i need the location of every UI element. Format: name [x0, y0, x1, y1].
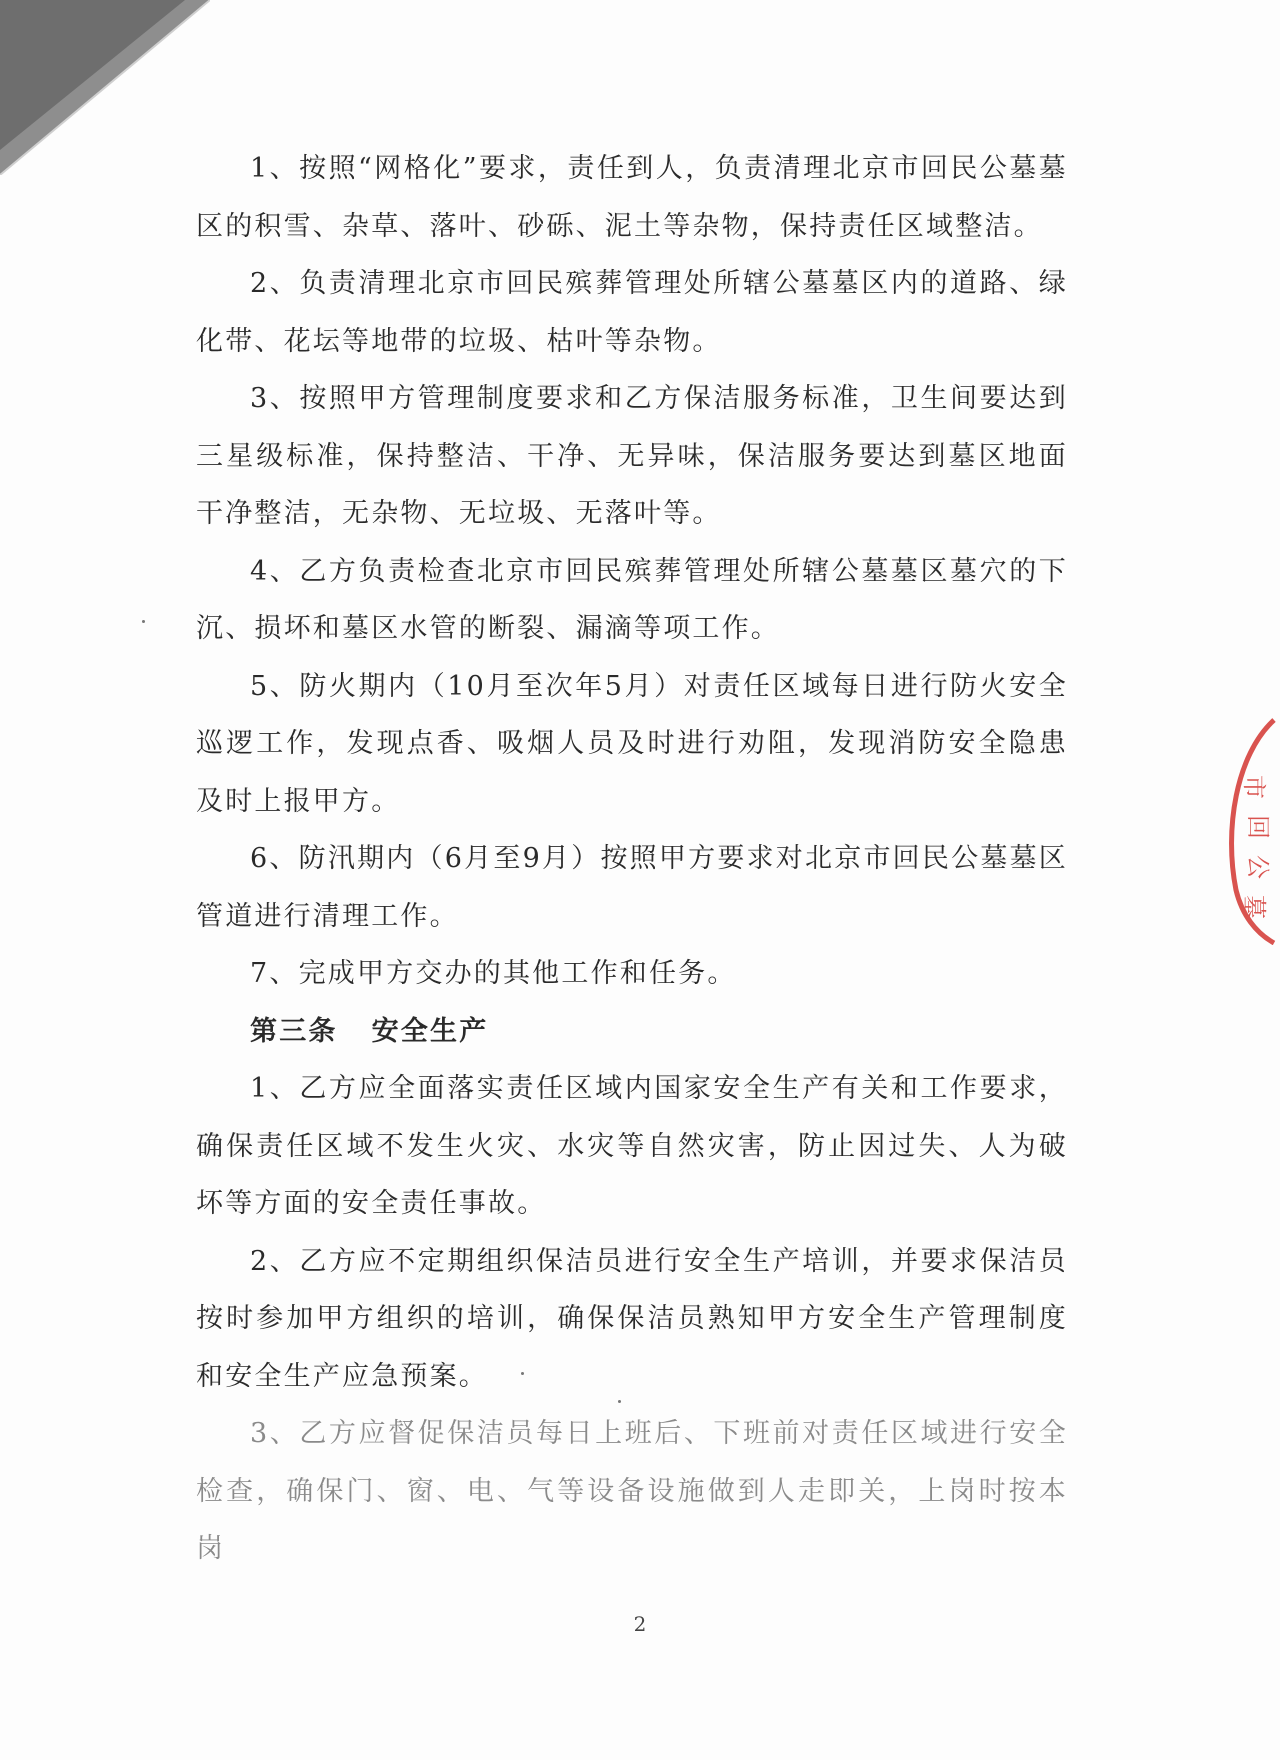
page-corner-fold [0, 0, 210, 175]
section-heading [196, 1003, 1068, 1061]
svg-text:墓: 墓 [1240, 895, 1268, 919]
safety-item-2: 2、乙方应不定期组织保洁员进行安全生产培训，并要求保洁员按时参加甲方组织的培训，确保保洁员熟知甲方安全生产管理制度和安全生产应急预案。 [196, 1245, 1068, 1392]
duty-item-3: 3、按照甲方管理制度要求和乙方保洁服务标准，卫生间要达到三星级标准，保持整洁、干净、无异味，保洁服务要达到墓区地面干净整洁，无杂物、无垃圾、无落叶等。 [196, 383, 1068, 529]
section-title: 安全生产 [371, 1015, 489, 1047]
safety-item-3: 3、乙方应督促保洁员每日上班后、下班前对责任区域进行安全检查，确保门、窗、电、气等设备设施做到人走即关，上岗时按本岗 [196, 1418, 1068, 1564]
duty-item-1: 1、按照“网格化”要求，责任到人，负责清理北京市回民公墓墓区的积雪、杂草、落叶、砂砾、泥土等杂物，保持责任区域整洁。 [196, 153, 1068, 242]
duty-item-7: 7、完成甲方交办的其他工作和任务。 [250, 958, 737, 989]
duty-item-2: 2、负责清理北京市回民殡葬管理处所辖公墓墓区内的道路、绿化带、花坛等地带的垃圾、枯叶等杂物。 [196, 268, 1068, 357]
duty-item-4: 4、乙方负责检查北京市回民殡葬管理处所辖公墓墓区墓穴的下沉、损坏和墓区水管的断裂、漏滴等项工作。 [196, 555, 1068, 644]
section-number: 第三条 [250, 1015, 338, 1047]
safety-item-1: 1、乙方应全面落实责任区域内国家安全生产有关和工作要求，确保责任区域不发生火灾、水灾等自然灾害，防止因过失、人为破坏等方面的安全责任事故。 [196, 1073, 1068, 1219]
scan-speck [618, 1400, 621, 1403]
duty-item-5: 5、防火期内（10月至次年5月）对责任区域每日进行防火安全巡逻工作，发现点香、吸烟人员及时进行劝阻，发现消防安全隐患及时上报甲方。 [196, 670, 1068, 817]
scan-speck [142, 620, 145, 623]
document-body [196, 140, 1068, 1578]
scan-speck [521, 1372, 524, 1375]
page-number: 2 [633, 1612, 647, 1636]
svg-text:市: 市 [1240, 775, 1268, 799]
svg-text:回: 回 [1244, 815, 1272, 839]
red-seal-partial [1216, 715, 1280, 945]
svg-text:公: 公 [1244, 855, 1272, 879]
duty-item-6: 6、防汛期内（6月至9月）按照甲方要求对北京市回民公墓墓区管道进行清理工作。 [196, 843, 1068, 932]
